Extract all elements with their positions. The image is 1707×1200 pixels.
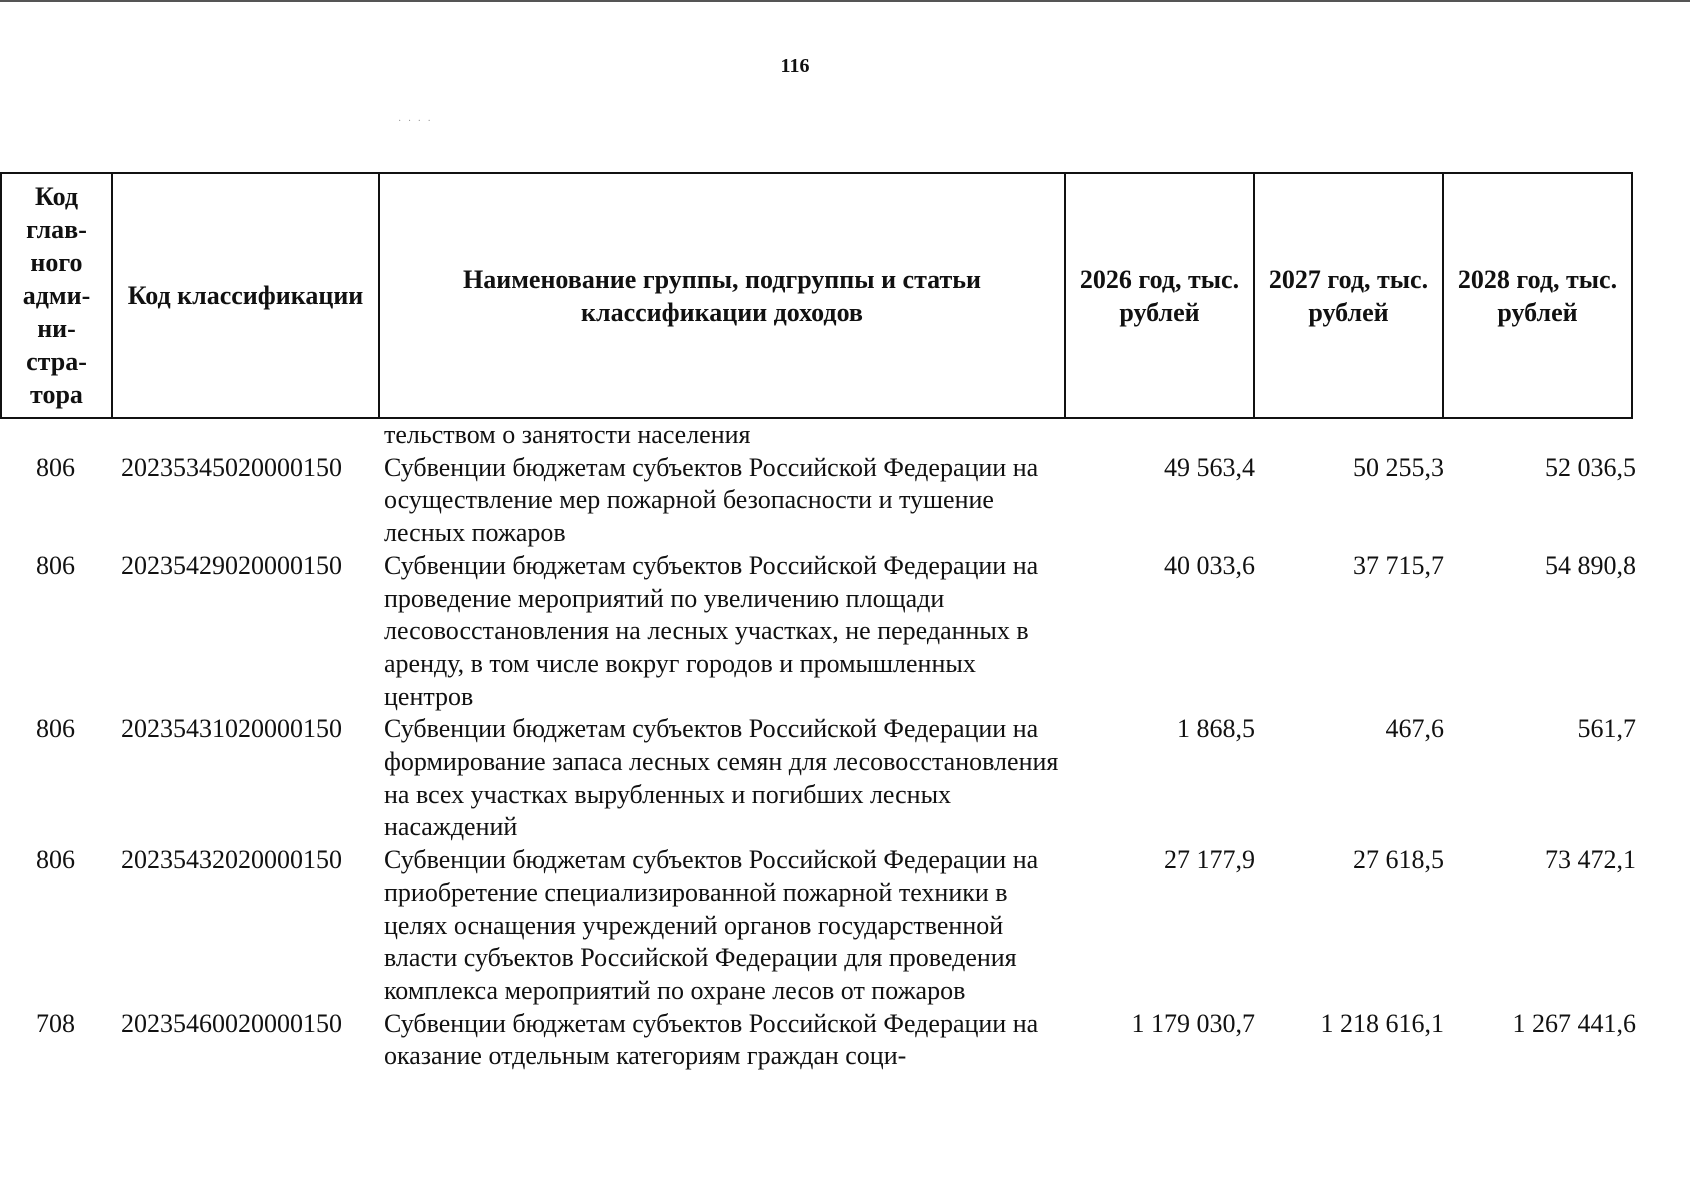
value-2028-cell: 73 472,1 <box>1545 845 1636 875</box>
name-cell: Субвенции бюджетам субъектов Российской Федерации на оказание отдельным категориям граждан соци- <box>384 1008 1039 1071</box>
value-2026-cell: 49 563,4 <box>1164 452 1255 482</box>
continuation-row <box>0 419 1636 452</box>
value-2027-cell: 27 618,5 <box>1353 845 1444 875</box>
page-number: 116 <box>780 55 810 77</box>
value-2027-cell: 50 255,3 <box>1353 452 1444 482</box>
admin-code-cell: 806 <box>36 845 75 875</box>
header-admin-code: Код глав-ного адми-ни-стра-тора <box>1 173 112 418</box>
table-body <box>0 419 1636 1073</box>
classification-code-cell: 20235429020000150 <box>121 550 342 580</box>
classification-code-cell: 20235345020000150 <box>121 452 342 482</box>
value-2026-cell: 27 177,9 <box>1164 845 1255 875</box>
table-row <box>0 713 1636 844</box>
table-row <box>0 844 1636 1008</box>
name-cell: Субвенции бюджетам субъектов Российской Федерации на формирование запаса лесных семян для лесовосстановления на всех участках вырубленных и погибших лесных насаждений <box>384 714 1059 842</box>
classification-code-cell: 20235431020000150 <box>121 714 342 744</box>
value-2027-cell: 1 218 616,1 <box>1320 1008 1444 1038</box>
continuation-text: тельством о занятости населения <box>384 420 751 449</box>
value-2026-cell: 40 033,6 <box>1164 550 1255 580</box>
header-2028: 2028 год, тыс. рублей <box>1443 173 1632 418</box>
name-cell: Субвенции бюджетам субъектов Российской Федерации на приобретение специализированной пожарной техники в целях оснащения учреждений органов государственной власти субъектов Российской Федерации для проведения комплекса мероприятий по охране лесов от пожаров <box>384 845 1039 1005</box>
table-row <box>0 1008 1636 1073</box>
value-2028-cell: 1 267 441,6 <box>1512 1008 1636 1038</box>
value-2027-cell: 37 715,7 <box>1353 550 1444 580</box>
admin-code-cell: 806 <box>36 452 75 482</box>
name-cell: Субвенции бюджетам субъектов Российской Федерации на осуществление мер пожарной безопасности и тушение лесных пожаров <box>384 452 1039 548</box>
value-2028-cell: 52 036,5 <box>1545 452 1636 482</box>
value-2028-cell: 54 890,8 <box>1545 550 1636 580</box>
value-2028-cell: 561,7 <box>1577 714 1636 744</box>
header-classification-code: Код классификации <box>112 173 379 418</box>
classification-code-cell: 20235432020000150 <box>121 845 342 875</box>
scan-artifact: · · · · <box>398 116 433 127</box>
header-2026: 2026 год, тыс. рублей <box>1065 173 1254 418</box>
header-name: Наименование группы, подгруппы и статьи классификации доходов <box>379 173 1065 418</box>
table-row <box>0 550 1636 714</box>
classification-code-cell: 20235460020000150 <box>121 1008 342 1038</box>
header-2027: 2027 год, тыс. рублей <box>1254 173 1443 418</box>
admin-code-cell: 806 <box>36 550 75 580</box>
admin-code-cell: 708 <box>36 1008 75 1038</box>
name-cell: Субвенции бюджетам субъектов Российской Федерации на проведение мероприятий по увеличению площади лесовосстановления на лесных участках, не переданных в аренду, в том числе вокруг городов и промышленных центров <box>384 550 1039 711</box>
table-row <box>0 452 1636 550</box>
value-2026-cell: 1 179 030,7 <box>1131 1008 1255 1038</box>
top-rule <box>0 0 1690 2</box>
value-2026-cell: 1 868,5 <box>1177 714 1255 744</box>
admin-code-cell: 806 <box>36 714 75 744</box>
table-header <box>0 172 1633 419</box>
value-2027-cell: 467,6 <box>1385 714 1444 744</box>
